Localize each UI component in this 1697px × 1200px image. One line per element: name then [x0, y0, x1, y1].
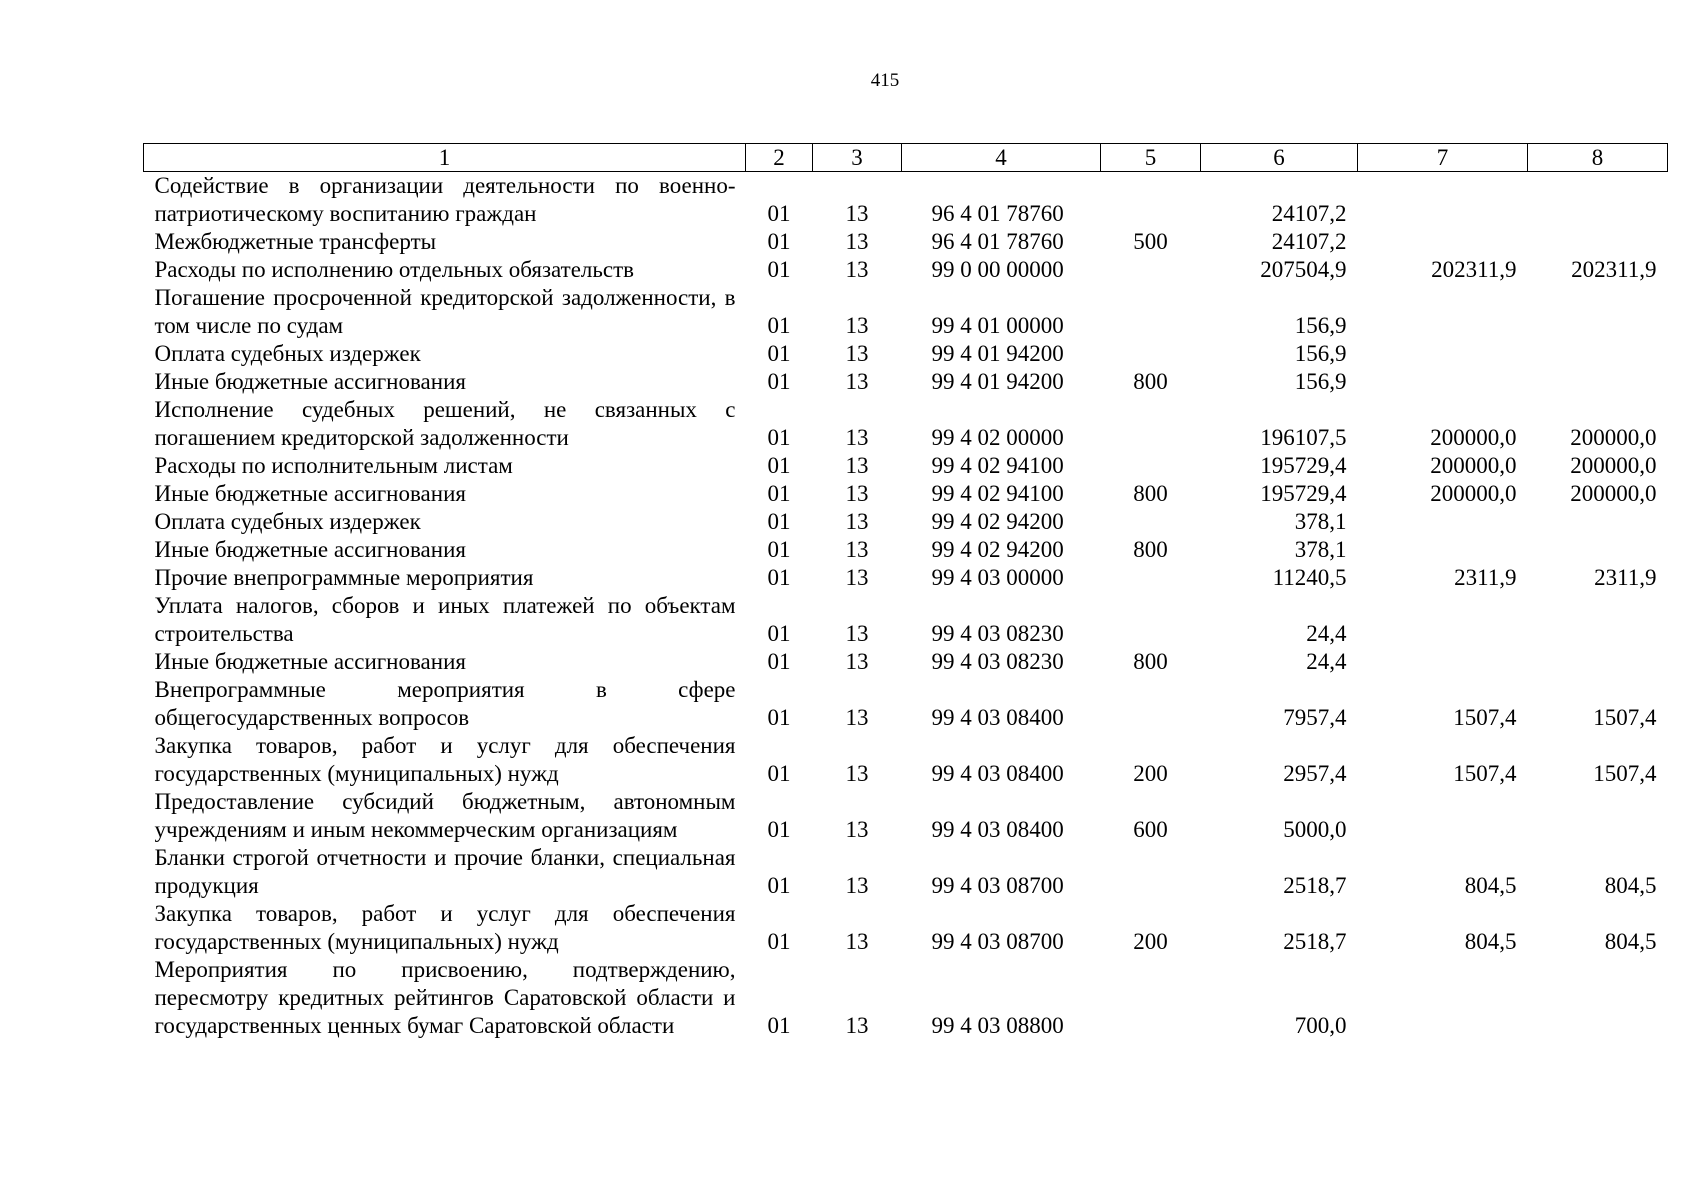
- amount-col6: 2518,7: [1283, 929, 1347, 954]
- amount-col6: 195729,4: [1260, 453, 1347, 478]
- amount-col6: 378,1: [1294, 537, 1347, 562]
- amount-col8: 200000,0: [1570, 425, 1657, 450]
- section-code: 01: [767, 425, 791, 450]
- amount-col6: 700,0: [1294, 1013, 1347, 1038]
- amount-col6: 378,1: [1294, 509, 1347, 534]
- subsection-code: 13: [845, 425, 869, 450]
- row-name: Иные бюджетные ассигнования: [154, 481, 466, 506]
- target-article: 99 0 00 00000: [931, 257, 1064, 282]
- table-row: [144, 956, 1668, 1040]
- column-header: 8: [1528, 144, 1668, 172]
- row-name: Закупка товаров, работ и услуг для обеспечения государственных (муниципальных) нужд: [154, 733, 736, 786]
- amount-col7: [1358, 368, 1528, 396]
- expense-type: [1101, 396, 1201, 452]
- amount-col7: [1358, 536, 1528, 564]
- subsection-code: 13: [845, 481, 869, 506]
- expense-type: 800: [1133, 649, 1168, 674]
- expense-type: [1101, 564, 1201, 592]
- row-name: Иные бюджетные ассигнования: [154, 649, 466, 674]
- page-number: 415: [870, 70, 900, 91]
- expense-type: [1101, 284, 1201, 340]
- amount-col6: 2957,4: [1283, 761, 1347, 786]
- row-name: Погашение просроченной кредиторской задолженности, в том числе по судам: [154, 285, 736, 338]
- row-name: Закупка товаров, работ и услуг для обеспечения государственных (муниципальных) нужд: [154, 901, 736, 954]
- table-row: [144, 284, 1668, 340]
- section-code: 01: [767, 705, 791, 730]
- table-row: [144, 648, 1668, 676]
- section-code: 01: [767, 341, 791, 366]
- amount-col7: [1358, 508, 1528, 536]
- amount-col7: [1358, 592, 1528, 648]
- amount-col8: [1528, 340, 1668, 368]
- section-code: 01: [767, 649, 791, 674]
- table-row: [144, 536, 1668, 564]
- amount-col7: [1358, 284, 1528, 340]
- amount-col8: 2311,9: [1594, 565, 1657, 590]
- expense-type: [1101, 256, 1201, 284]
- amount-col7: 200000,0: [1430, 453, 1517, 478]
- amount-col6: 5000,0: [1283, 817, 1347, 842]
- section-code: 01: [767, 313, 791, 338]
- subsection-code: 13: [845, 649, 869, 674]
- table-row: [144, 844, 1668, 900]
- table-row: [144, 480, 1668, 508]
- subsection-code: 13: [845, 229, 869, 254]
- subsection-code: 13: [845, 509, 869, 534]
- amount-col8: [1528, 788, 1668, 844]
- table-row: [144, 452, 1668, 480]
- section-code: 01: [767, 565, 791, 590]
- amount-col6: 24,4: [1306, 649, 1347, 674]
- target-article: 99 4 03 08400: [931, 705, 1064, 730]
- target-article: 99 4 03 08700: [931, 929, 1064, 954]
- expense-type: [1101, 844, 1201, 900]
- subsection-code: 13: [845, 761, 869, 786]
- subsection-code: 13: [845, 341, 869, 366]
- subsection-code: 13: [845, 313, 869, 338]
- section-code: 01: [767, 229, 791, 254]
- target-article: 99 4 01 94200: [931, 369, 1064, 394]
- expense-type: 200: [1133, 761, 1168, 786]
- column-header: 1: [144, 144, 746, 172]
- section-code: 01: [767, 481, 791, 506]
- column-header: 6: [1201, 144, 1358, 172]
- amount-col7: [1358, 648, 1528, 676]
- target-article: 99 4 03 08700: [931, 873, 1064, 898]
- amount-col8: [1528, 172, 1668, 229]
- row-name: Расходы по исполнительным листам: [154, 453, 513, 478]
- target-article: 99 4 03 08800: [931, 1013, 1064, 1038]
- expense-type: 200: [1133, 929, 1168, 954]
- amount-col7: [1358, 788, 1528, 844]
- row-name: Содействие в организации деятельности по военно-патриотическому воспитанию граждан: [154, 173, 736, 226]
- expense-type: [1101, 676, 1201, 732]
- table-row: [144, 732, 1668, 788]
- amount-col8: 804,5: [1604, 929, 1657, 954]
- column-header: 7: [1358, 144, 1528, 172]
- section-code: 01: [767, 817, 791, 842]
- amount-col7: 1507,4: [1453, 761, 1517, 786]
- subsection-code: 13: [845, 873, 869, 898]
- expense-type: 800: [1133, 537, 1168, 562]
- expense-type: [1101, 452, 1201, 480]
- section-code: 01: [767, 761, 791, 786]
- target-article: 99 4 01 00000: [931, 313, 1064, 338]
- amount-col7: 804,5: [1464, 929, 1517, 954]
- target-article: 99 4 02 94200: [931, 537, 1064, 562]
- column-header: 4: [902, 144, 1101, 172]
- row-name: Иные бюджетные ассигнования: [154, 369, 466, 394]
- amount-col6: 24,4: [1306, 621, 1347, 646]
- amount-col8: 1507,4: [1593, 705, 1657, 730]
- target-article: 99 4 03 08400: [931, 817, 1064, 842]
- table-row: [144, 368, 1668, 396]
- budget-table: [143, 143, 1668, 1040]
- subsection-code: 13: [845, 565, 869, 590]
- row-name: Расходы по исполнению отдельных обязательств: [154, 257, 634, 282]
- subsection-code: 13: [845, 257, 869, 282]
- section-code: 01: [767, 537, 791, 562]
- amount-col6: 156,9: [1294, 369, 1347, 394]
- amount-col8: [1528, 508, 1668, 536]
- row-name: Уплата налогов, сборов и иных платежей по объектам строительства: [154, 593, 736, 646]
- target-article: 99 4 02 94200: [931, 509, 1064, 534]
- amount-col6: 7957,4: [1283, 705, 1347, 730]
- target-article: 99 4 03 08230: [931, 621, 1064, 646]
- amount-col8: [1528, 368, 1668, 396]
- amount-col7: 200000,0: [1430, 425, 1517, 450]
- section-code: 01: [767, 621, 791, 646]
- table-row: [144, 564, 1668, 592]
- amount-col6: 196107,5: [1260, 425, 1347, 450]
- column-header: 2: [746, 144, 813, 172]
- amount-col6: 156,9: [1294, 313, 1347, 338]
- subsection-code: 13: [845, 929, 869, 954]
- section-code: 01: [767, 453, 791, 478]
- section-code: 01: [767, 929, 791, 954]
- amount-col7: [1358, 228, 1528, 256]
- section-code: 01: [767, 873, 791, 898]
- amount-col7: 202311,9: [1431, 257, 1517, 282]
- target-article: 99 4 02 94100: [931, 481, 1064, 506]
- table-row: [144, 396, 1668, 452]
- subsection-code: 13: [845, 369, 869, 394]
- section-code: 01: [767, 1013, 791, 1038]
- expense-type: 800: [1133, 481, 1168, 506]
- amount-col8: [1528, 592, 1668, 648]
- amount-col7: 1507,4: [1453, 705, 1517, 730]
- section-code: 01: [767, 509, 791, 534]
- amount-col6: 11240,5: [1272, 565, 1347, 590]
- table-row: [144, 676, 1668, 732]
- expense-type: 800: [1133, 369, 1168, 394]
- subsection-code: 13: [845, 201, 869, 226]
- row-name: Оплата судебных издержек: [154, 341, 421, 366]
- expense-type: [1101, 340, 1201, 368]
- row-name: Мероприятия по присвоению, подтверждению, пересмотру кредитных рейтингов Саратовской области и государственных ценных бумаг Саратовской области: [154, 957, 736, 1038]
- table-row: [144, 900, 1668, 956]
- expense-type: [1101, 592, 1201, 648]
- subsection-code: 13: [845, 453, 869, 478]
- amount-col6: 207504,9: [1260, 257, 1347, 282]
- expense-type: [1101, 508, 1201, 536]
- amount-col7: 2311,9: [1454, 565, 1517, 590]
- target-article: 99 4 03 00000: [931, 565, 1064, 590]
- subsection-code: 13: [845, 621, 869, 646]
- target-article: 99 4 02 94100: [931, 453, 1064, 478]
- expense-type: 500: [1133, 229, 1168, 254]
- amount-col8: 1507,4: [1593, 761, 1657, 786]
- expense-type: 600: [1133, 817, 1168, 842]
- amount-col8: [1528, 956, 1668, 1040]
- section-code: 01: [767, 201, 791, 226]
- section-code: 01: [767, 369, 791, 394]
- amount-col8: [1528, 284, 1668, 340]
- amount-col6: 195729,4: [1260, 481, 1347, 506]
- target-article: 96 4 01 78760: [931, 229, 1064, 254]
- amount-col7: [1358, 172, 1528, 229]
- row-name: Иные бюджетные ассигнования: [154, 537, 466, 562]
- amount-col6: 2518,7: [1283, 873, 1347, 898]
- amount-col8: 200000,0: [1570, 481, 1657, 506]
- row-name: Прочие внепрограммные мероприятия: [154, 565, 534, 590]
- table-row: [144, 340, 1668, 368]
- table-row: [144, 788, 1668, 844]
- table-row: [144, 256, 1668, 284]
- row-name: Внепрограммные мероприятия в сфере общегосударственных вопросов: [154, 677, 736, 730]
- table-row: [144, 172, 1668, 229]
- target-article: 99 4 03 08400: [931, 761, 1064, 786]
- row-name: Исполнение судебных решений, не связанных с погашением кредиторской задолженности: [154, 397, 736, 450]
- target-article: 99 4 03 08230: [931, 649, 1064, 674]
- table-row: [144, 228, 1668, 256]
- target-article: 96 4 01 78760: [931, 201, 1064, 226]
- amount-col7: [1358, 340, 1528, 368]
- amount-col8: 804,5: [1604, 873, 1657, 898]
- amount-col7: [1358, 956, 1528, 1040]
- row-name: Предоставление субсидий бюджетным, автономным учреждениям и иным некоммерческим организациям: [154, 789, 736, 842]
- amount-col6: 24107,2: [1271, 201, 1347, 226]
- amount-col8: 200000,0: [1570, 453, 1657, 478]
- section-code: 01: [767, 257, 791, 282]
- table-row: [144, 592, 1668, 648]
- subsection-code: 13: [845, 817, 869, 842]
- row-name: Межбюджетные трансферты: [154, 229, 437, 254]
- amount-col8: 202311,9: [1571, 257, 1657, 282]
- subsection-code: 13: [845, 1013, 869, 1038]
- target-article: 99 4 01 94200: [931, 341, 1064, 366]
- amount-col7: 804,5: [1464, 873, 1517, 898]
- amount-col6: 24107,2: [1271, 229, 1347, 254]
- amount-col8: [1528, 228, 1668, 256]
- row-name: Оплата судебных издержек: [154, 509, 421, 534]
- amount-col6: 156,9: [1294, 341, 1347, 366]
- table-body: [144, 172, 1668, 1041]
- target-article: 99 4 02 00000: [931, 425, 1064, 450]
- column-header: 3: [813, 144, 902, 172]
- table-row: [144, 508, 1668, 536]
- row-name: Бланки строгой отчетности и прочие бланки, специальная продукция: [154, 845, 736, 898]
- subsection-code: 13: [845, 537, 869, 562]
- expense-type: [1101, 956, 1201, 1040]
- header-row: [144, 144, 1668, 172]
- amount-col7: 200000,0: [1430, 481, 1517, 506]
- amount-col8: [1528, 536, 1668, 564]
- expense-type: [1101, 172, 1201, 229]
- amount-col8: [1528, 648, 1668, 676]
- subsection-code: 13: [845, 705, 869, 730]
- column-header: 5: [1101, 144, 1201, 172]
